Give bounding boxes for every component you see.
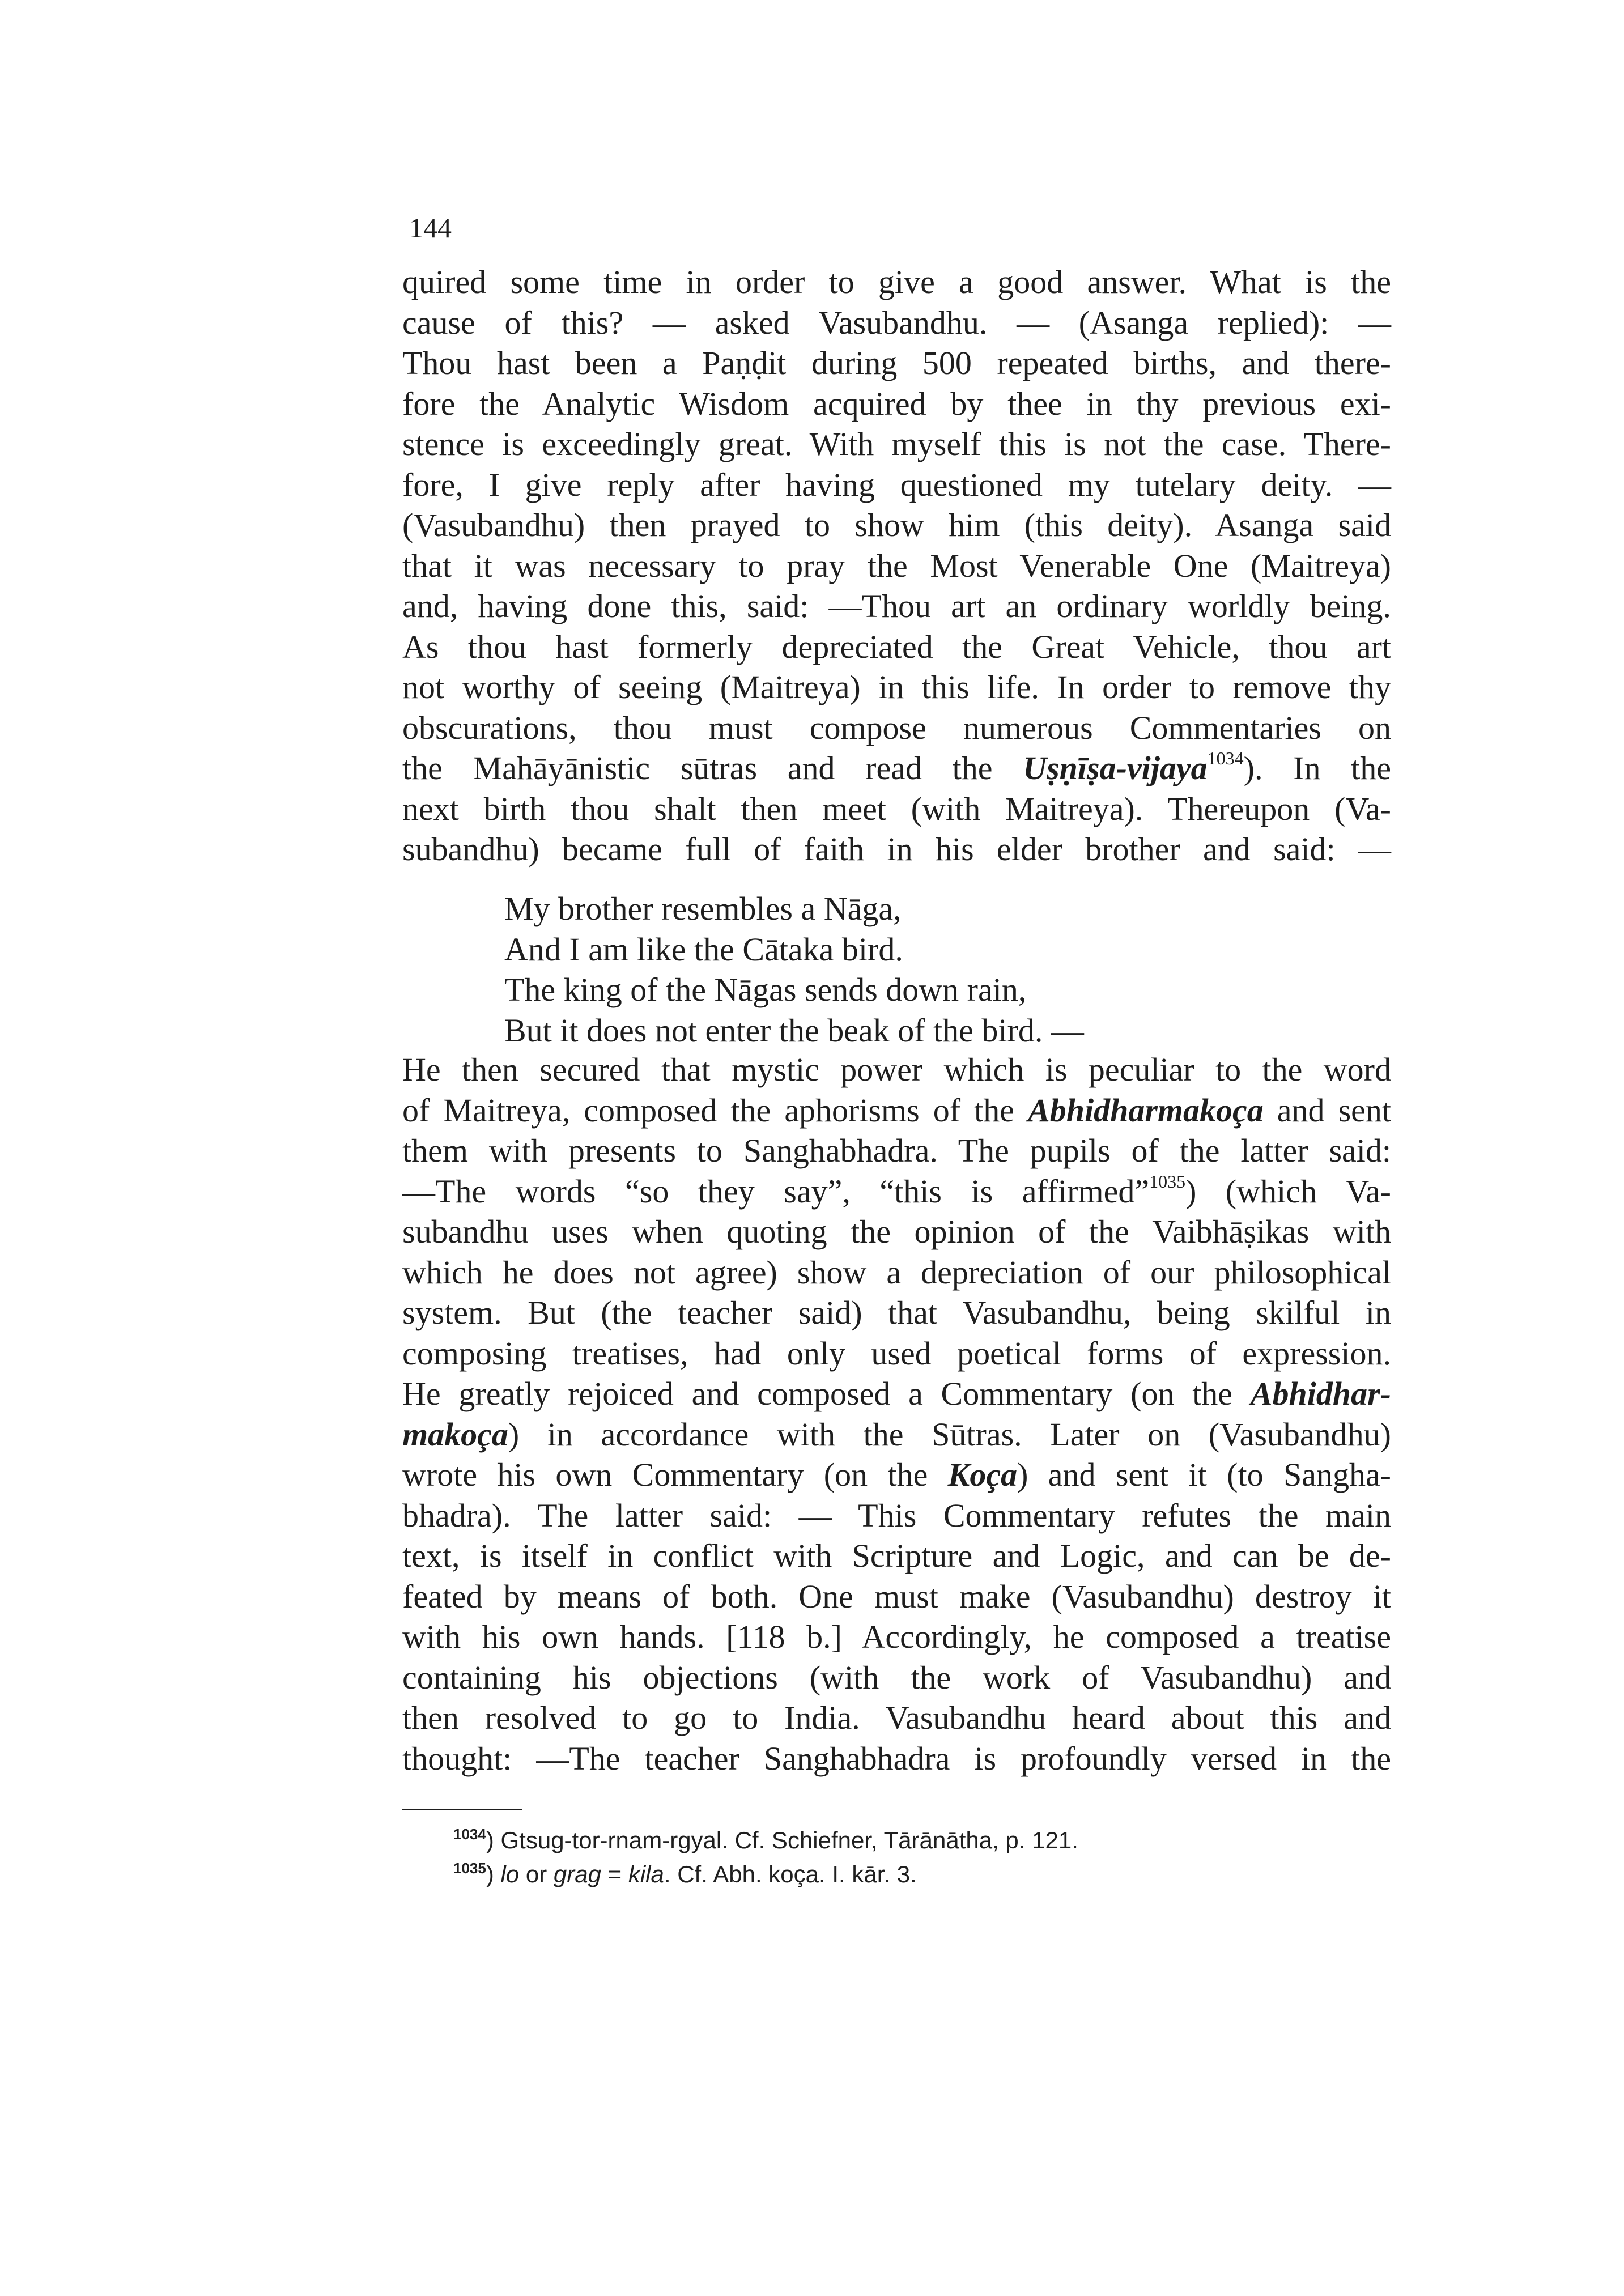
text-line: thought: —The teacher Sanghabhadra is profoundly versed in the — [402, 1740, 1391, 1777]
text-segment: and sent — [1263, 1091, 1391, 1129]
title-abhidharmakosa: Abhidhar- — [1250, 1375, 1391, 1412]
text-line: cause of this? — asked Vasubandhu. — (Asanga replied): — — [402, 304, 1391, 341]
verse-line: And I am like the Cātaka bird. — [504, 930, 903, 968]
text-line: bhadra). The latter said: — This Commentary refutes the main — [402, 1496, 1391, 1534]
text-line: fore the Analytic Wisdom acquired by thee in thy previous exi- — [402, 385, 1391, 422]
footnote-ref-1034[interactable]: 1034 — [1207, 748, 1244, 768]
footnote-term: grag — [553, 1861, 601, 1887]
verse-block — [504, 888, 1084, 1051]
footnote-text: ) Gtsug-tor-rnam-rgyal. Cf. Schiefner, Tārānātha, p. 121. — [486, 1827, 1078, 1853]
paragraph-1 — [402, 262, 1391, 870]
title-abhidharmakosa: makoça — [402, 1415, 508, 1453]
text-line: and, having done this, said: —Thou art an ordinary worldly being. — [402, 588, 1391, 624]
text-segment: ) (which Va- — [1185, 1172, 1391, 1210]
text-line: subandhu uses when quoting the opinion of the Vaibhāṣikas with — [402, 1213, 1391, 1250]
text-line: quired some time in order to give a good answer. What is the — [402, 263, 1391, 300]
text-line: obscurations, thou must compose numerous Commentaries on — [402, 709, 1391, 746]
footnote-term: lo — [500, 1861, 520, 1887]
text-segment: —The words “so they say”, “this is affirmed” — [402, 1172, 1150, 1210]
footnote-text: . Cf. Abh. koça. I. kār. 3. — [664, 1861, 917, 1887]
text-line: (Vasubandhu) then prayed to show him (this deity). Asanga said — [402, 507, 1391, 543]
title-kosa: Koça — [947, 1456, 1018, 1493]
text-line: which he does not agree) show a depreciation of our philosophical — [402, 1253, 1391, 1291]
text-segment: ). In the — [1243, 750, 1391, 786]
text-segment: of Maitreya, composed the aphorisms of the — [402, 1091, 1028, 1129]
text-line: As thou hast formerly depreciated the Great Vehicle, thou art — [402, 628, 1391, 665]
title-abhidharmakosa: Abhidharmakoça — [1028, 1091, 1264, 1129]
text-line: next birth thou shalt then meet (with Maitreya). Thereupon (Va- — [402, 790, 1391, 827]
text-line: them with presents to Sanghabhadra. The pupils of the latter said: — [402, 1132, 1391, 1169]
text-line: Thou hast been a Paṇḍit during 500 repeated births, and there- — [402, 345, 1391, 381]
title-usnisa-vijaya: Uṣṇīṣa-vijaya — [1023, 750, 1208, 786]
text-line: He then secured that mystic power which is peculiar to the word — [402, 1051, 1391, 1088]
text-segment: He greatly rejoiced and composed a Commentary (on the — [402, 1375, 1251, 1412]
text-line: that it was necessary to pray the Most Venerable One (Maitreya) — [402, 547, 1391, 584]
text-line: then resolved to go to India. Vasubandhu heard about this and — [402, 1699, 1391, 1736]
footnote-ref-1035[interactable]: 1035 — [1149, 1171, 1186, 1192]
text-line — [402, 748, 1391, 789]
text-line: not worthy of seeing (Maitreya) in this life. In order to remove thy — [402, 669, 1391, 705]
footnote-1034 — [453, 1823, 1078, 1857]
text-line: subandhu) became full of faith in his elder brother and said: — — [402, 831, 1391, 868]
page-number: 144 — [409, 212, 452, 244]
text-line: composing treatises, had only used poetical forms of expression. — [402, 1334, 1391, 1372]
text-segment: wrote his own Commentary (on the — [402, 1456, 948, 1493]
text-segment: the Mahāyānistic sūtras and read the — [402, 750, 1023, 786]
footnote-1035 — [453, 1857, 1078, 1891]
text-line — [402, 1414, 1391, 1455]
verse-line: But it does not enter the beak of the bird. — — [504, 1011, 1084, 1049]
footnote-text: or — [519, 1861, 554, 1887]
verse-line: My brother resembles a Nāga, — [504, 890, 902, 927]
text-line — [402, 1455, 1391, 1495]
text-segment: ) in accordance with the Sūtras. Later on (Vasubandhu) — [508, 1415, 1391, 1453]
footnote-term: kila — [628, 1861, 664, 1887]
footnote-number: 1034 — [453, 1826, 486, 1843]
footnote-divider — [402, 1809, 522, 1810]
footnote-number: 1035 — [453, 1860, 486, 1877]
footnotes — [453, 1823, 1078, 1891]
text-line: fore, I give reply after having questioned my tutelary deity. — — [402, 466, 1391, 503]
paragraph-2 — [402, 1049, 1391, 1779]
text-line — [402, 1090, 1391, 1131]
text-line — [402, 1171, 1391, 1212]
verse-line: The king of the Nāgas sends down rain, — [504, 971, 1027, 1008]
text-line: containing his objections (with the work of Vasubandhu) and — [402, 1659, 1391, 1696]
text-line: feated by means of both. One must make (Vasubandhu) destroy it — [402, 1578, 1391, 1615]
text-line: text, is itself in conflict with Scripture and Logic, and can be de- — [402, 1537, 1391, 1574]
text-line: stence is exceedingly great. With myself this is not the case. There- — [402, 426, 1391, 462]
text-line: system. But (the teacher said) that Vasubandhu, being skilful in — [402, 1294, 1391, 1331]
footnote-text: = — [601, 1861, 628, 1887]
text-line: with his own hands. [118 b.] Accordingly, he composed a treatise — [402, 1618, 1391, 1655]
text-line — [402, 1374, 1391, 1414]
footnote-text: ) — [486, 1861, 501, 1887]
text-segment: ) and sent it (to Sangha- — [1017, 1456, 1392, 1493]
